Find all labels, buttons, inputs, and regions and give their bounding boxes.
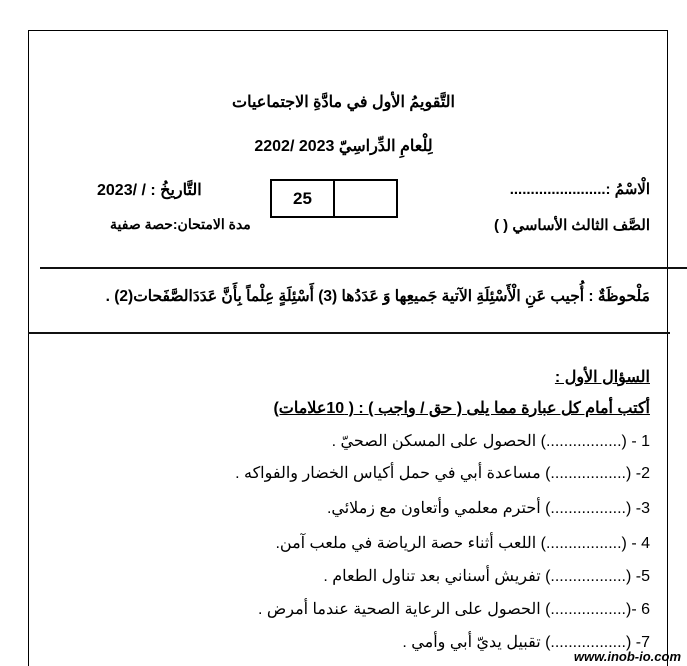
question-title: السؤال الأول : xyxy=(554,369,650,386)
question-instruction: أكتب أمام كل عبارة مما يلى ( حق / واجب ) : ( 10علامات) xyxy=(273,400,650,417)
question-item: 4 - (.................) اللعب أثناء حصة الرياضة في ملعب آمن. xyxy=(275,535,650,552)
question-item: 6 -(.................) الحصول على الرعاية الصحية عندما أمرض . xyxy=(258,601,650,618)
question-item: 1 - (.................) الحصول على المسكن الصحيّ . xyxy=(331,433,650,450)
watermark: www.inob-io.com xyxy=(573,649,681,664)
score-obtained xyxy=(333,181,396,216)
exam-note: مَلْحوظَةٌ : أُجيب عَنِ الْأَسْئِلَةِ الآتية جَميعِها وَ عَدَدُها (3) أَسْئِلَةٍ عِلْماً بِأَنَّ عَدَدَالصَّفَحات(2) . xyxy=(105,288,650,305)
exam-title: التَّقويمُ الأول في مادَّةِ الاجتماعيات xyxy=(232,94,455,111)
academic-year: لِلْعامِ الدِّراسِيّ 2023 /2202 xyxy=(254,138,433,155)
divider xyxy=(40,267,687,269)
date-label: التَّاريخُ : / /2023 xyxy=(97,182,202,199)
score-total: 25 xyxy=(293,188,312,208)
question-item: 5- (.................) تفريش أسناني بعد تناول الطعام . xyxy=(323,568,650,585)
name-field: الْاسْمُ :....................... xyxy=(509,181,650,198)
score-box xyxy=(270,179,398,218)
grade-label: الصَّف الثالث الأساسي ( ) xyxy=(494,217,650,234)
question-item: 2- (.................) مساعدة أبي في حمل أكياس الخضار والفواكه . xyxy=(235,465,650,482)
question-item: 3- (.................) أحترم معلمي وأتعاون مع زملائي. xyxy=(326,500,650,517)
divider xyxy=(28,332,670,334)
question-item: 7- (.................) تقبيل يديّ أبي وأمي . xyxy=(402,634,650,651)
exam-duration: مدة الامتحان:حصة صفية xyxy=(110,216,251,232)
